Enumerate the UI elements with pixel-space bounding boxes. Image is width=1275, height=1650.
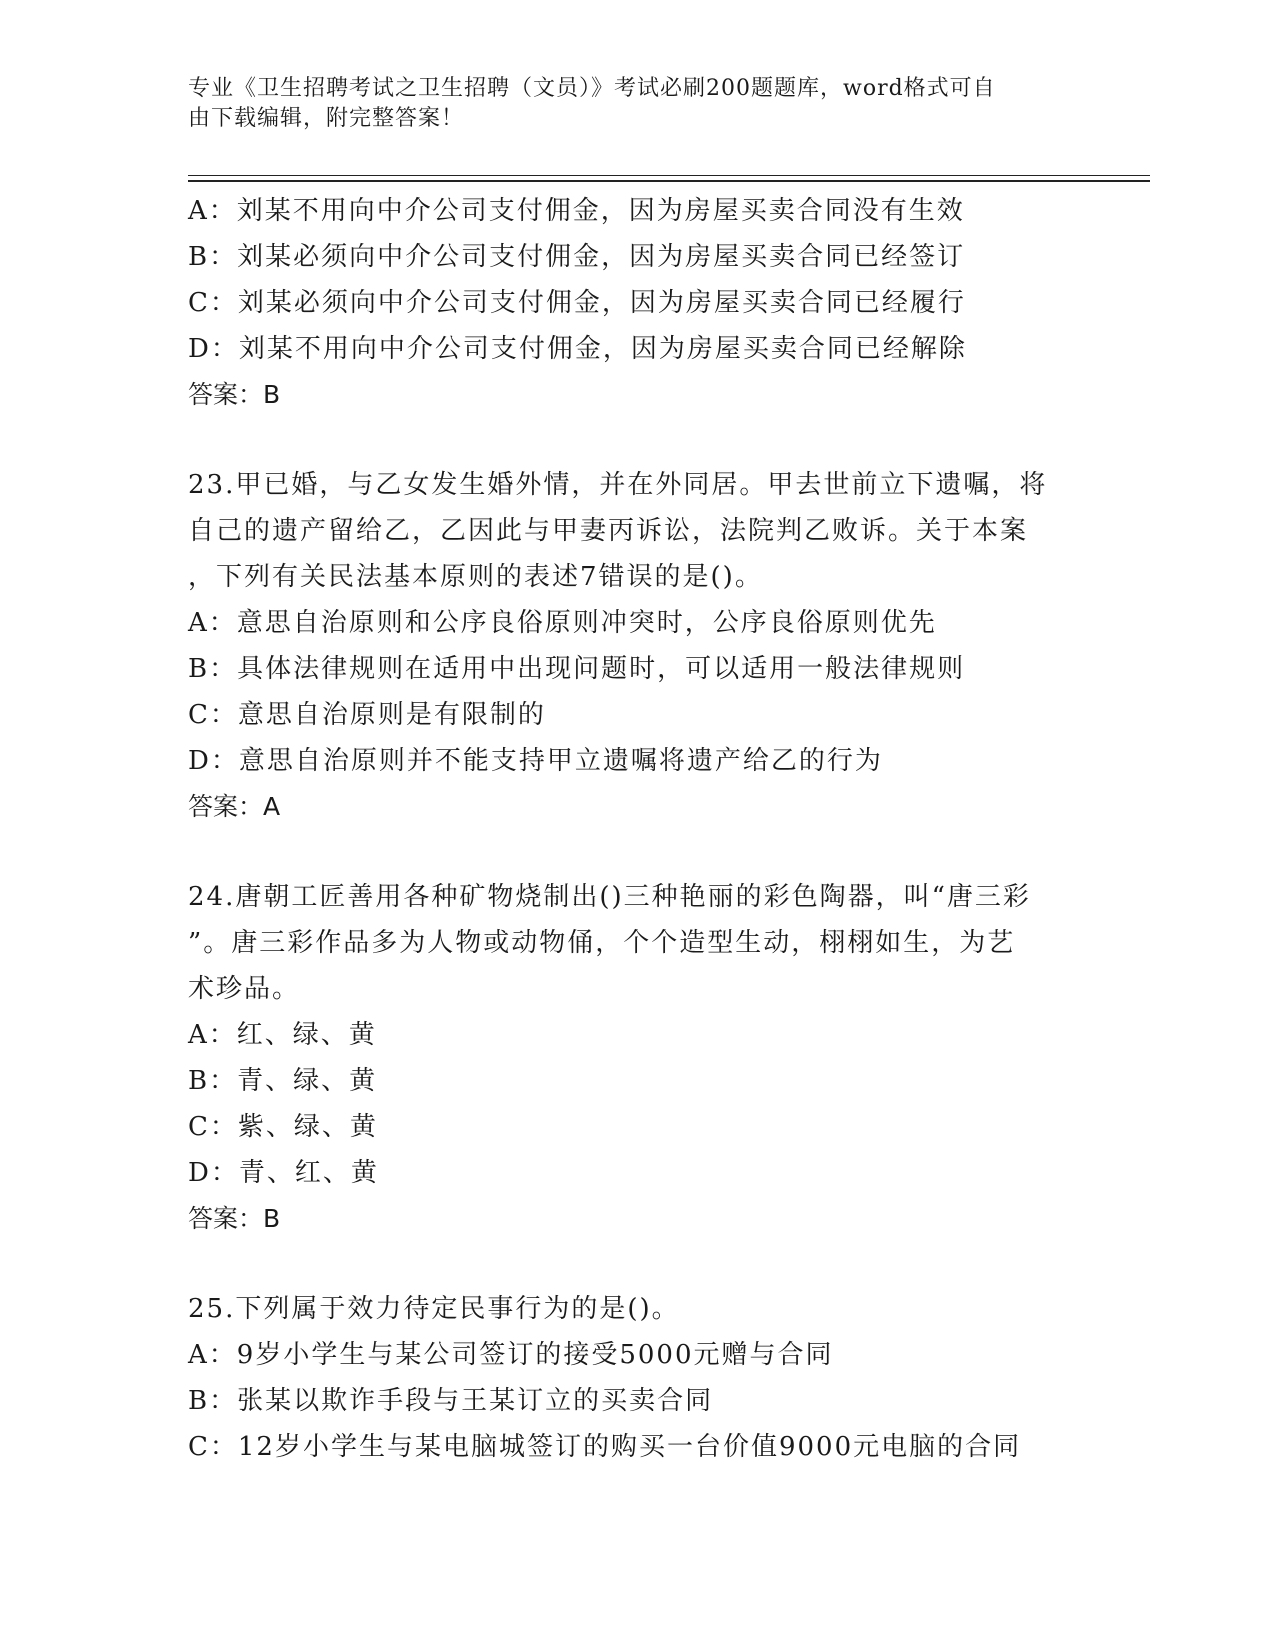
question-25: [188, 1286, 1088, 1470]
question-stem-line: ，下列有关民法基本原则的表述7错误的是()。: [188, 562, 763, 592]
question-stem-line: ”。唐三彩作品多为人物或动物俑，个个造型生动，栩栩如生，为艺: [188, 928, 1016, 958]
document-body: [188, 188, 1088, 1470]
question-stem-line: 23.甲已婚，与乙女发生婚外情，并在外同居。甲去世前立下遗嘱，将: [188, 470, 1048, 500]
option-c: C：刘某必须向中介公司支付佣金，因为房屋买卖合同已经履行: [188, 288, 966, 318]
question-stem-line: 25.下列属于效力待定民事行为的是()。: [188, 1294, 680, 1324]
question-spacer: [188, 1242, 1088, 1286]
header-divider-thick: [188, 180, 1150, 182]
header-divider-thin: [188, 175, 1150, 176]
option-b: B：具体法律规则在适用中出现问题时，可以适用一般法律规则: [188, 654, 966, 684]
option-a: A：刘某不用向中介公司支付佣金，因为房屋买卖合同没有生效: [188, 196, 965, 226]
option-a: A：红、绿、黄: [188, 1020, 377, 1050]
question-spacer: [188, 418, 1088, 462]
option-c: C：紫、绿、黄: [188, 1112, 378, 1142]
option-a: A：意思自治原则和公序良俗原则冲突时，公序良俗原则优先: [188, 608, 937, 638]
question-24: [188, 874, 1088, 1242]
question-stem-line: 自己的遗产留给乙，乙因此与甲妻丙诉讼，法院判乙败诉。关于本案: [188, 516, 1029, 546]
option-b: B：青、绿、黄: [188, 1066, 378, 1096]
answer-line: 答案：B: [188, 1204, 281, 1233]
option-d: D：意思自治原则并不能支持甲立遗嘱将遗产给乙的行为: [188, 746, 883, 776]
option-d: D：刘某不用向中介公司支付佣金，因为房屋买卖合同已经解除: [188, 334, 967, 364]
header-line-1: 专业《卫生招聘考试之卫生招聘（文员）》考试必刷200题题库，word格式可自: [188, 76, 996, 101]
answer-line: 答案：B: [188, 380, 281, 409]
question-stem-line: 术珍品。: [188, 974, 301, 1004]
question-stem-line: 24.唐朝工匠善用各种矿物烧制出()三种艳丽的彩色陶器，叫“唐三彩: [188, 882, 1031, 912]
document-header: [188, 74, 1068, 134]
question-23: [188, 462, 1088, 830]
option-b: B：刘某必须向中介公司支付佣金，因为房屋买卖合同已经签订: [188, 242, 966, 272]
answer-line: 答案：A: [188, 792, 281, 821]
option-a: A：9岁小学生与某公司签订的接受5000元赠与合同: [188, 1340, 834, 1370]
question-spacer: [188, 830, 1088, 874]
header-line-2: 由下载编辑，附完整答案！: [188, 106, 465, 131]
option-c: C：意思自治原则是有限制的: [188, 700, 546, 730]
question-22: [188, 188, 1088, 418]
option-b: B：张某以欺诈手段与王某订立的买卖合同: [188, 1386, 714, 1416]
option-d: D：青、红、黄: [188, 1158, 379, 1188]
option-c: C：12岁小学生与某电脑城签订的购买一台价值9000元电脑的合同: [188, 1432, 1022, 1462]
